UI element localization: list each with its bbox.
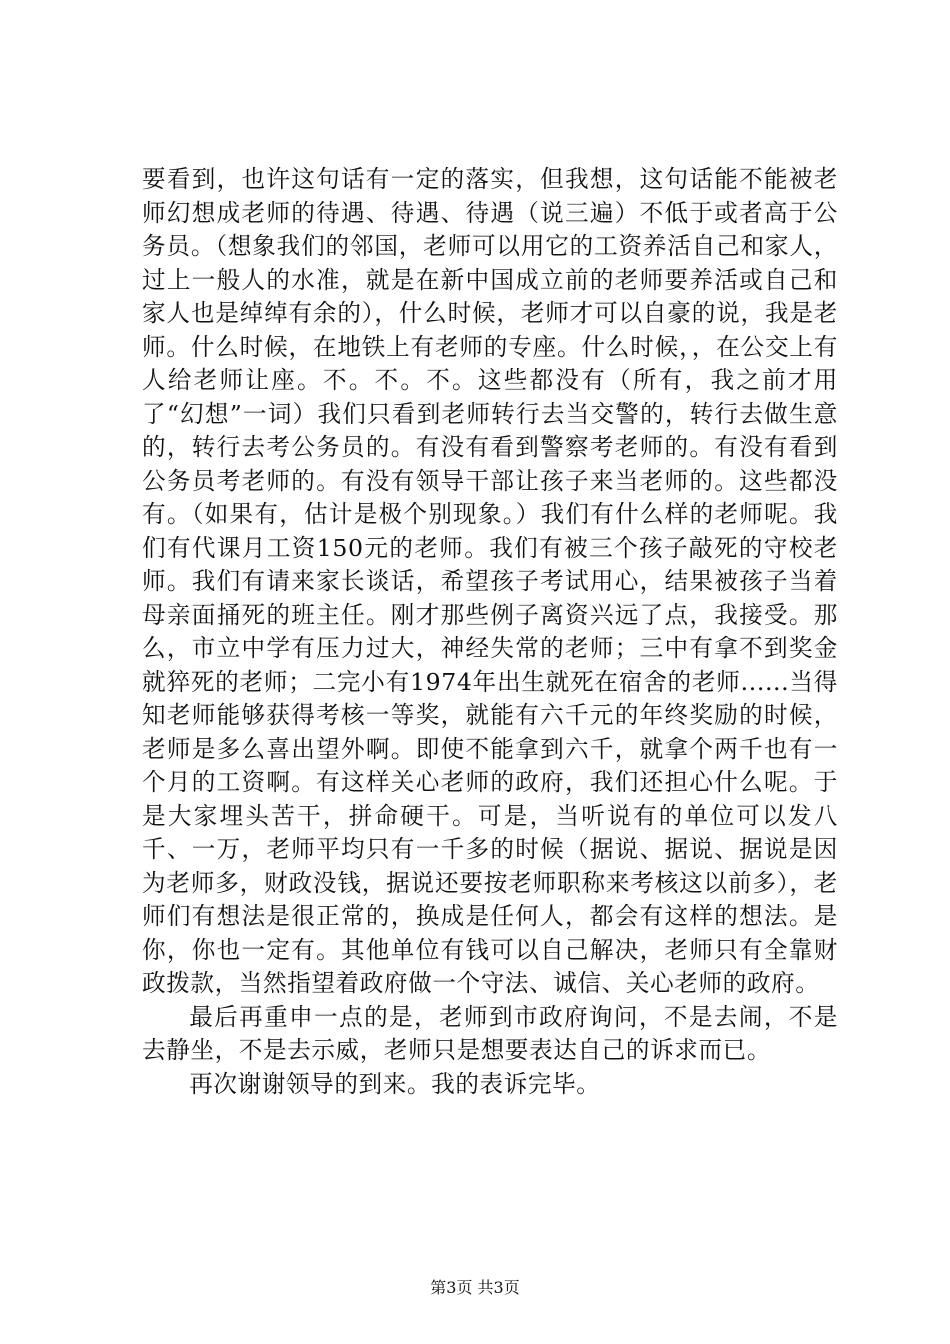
paragraph-reiteration: 最后再重申一点的是，老师到市政府询问，不是去闹，不是去静坐，不是去示威，老师只是想要表达自己的诉求而已。 bbox=[142, 1002, 838, 1064]
page-footer bbox=[0, 1278, 950, 1298]
document-body bbox=[142, 163, 838, 1101]
page-number: 第3页 共3页 bbox=[430, 1278, 520, 1297]
paragraph-closing: 再次谢谢领导的到来。我的表诉完毕。 bbox=[189, 1069, 601, 1098]
paragraph-continuation: 要看到，也许这句话有一定的落实，但我想，这句话能不能被老师幻想成老师的待遇、待遇、待遇（说三遍）不低于或者高于公务员。（想象我们的邻国，老师可以用它的工资养活自己和家人，过上一般人的水准，就是在新中国成立前的老师要养活或自己和家人也是绰绰有余的），什么时候，老师才可以自豪的说，我是老师。什么时候，在地铁上有老师的专座。什么时候，，在公交上有人给老师让座。不。不。不。这些都没有（所有，我之前才用了“幻想”一词）我们只看到老师转行去当交警的，转行去做生意的，转行去考公务员的。有没有看到警察考老师的。有没有看到公务员考老师的。有没有领导干部让孩子来当老师的。这些都没有。（如果有，估计是极个别现象。）我们有什么样的老师呢。我们有代课月工资150元的老师。我们有被三个孩子敲死的守校老师。我们有请来家长谈话，希望孩子考试用心，结果被孩子当着母亲面捅死的班主任。刚才那些例子离资兴远了点，我接受。那么，市立中学有压力过大，神经失常的老师；三中有拿不到奖金就猝死的老师；二完小有1974年出生就死在宿舍的老师......当得知老师能够获得考核一等奖，就能有六千元的年终奖励的时候，老师是多么喜出望外啊。即使不能拿到六千，就拿个两千也有一个月的工资啊。有这样关心老师的政府，我们还担心什么呢。于是大家埋头苦干，拼命硬干。可是，当听说有的单位可以发八千、一万，老师平均只有一千多的时候（据说、据说、据说是因为老师多，财政没钱，据说还要按老师职称来考核这以前多），老师们有想法是很正常的，换成是任何人，都会有这样的想法。是你，你也一定有。其他单位有钱可以自己解决，老师只有全靠财政拨款，当然指望着政府做一个守法、诚信、关心老师的政府。 bbox=[142, 165, 838, 997]
